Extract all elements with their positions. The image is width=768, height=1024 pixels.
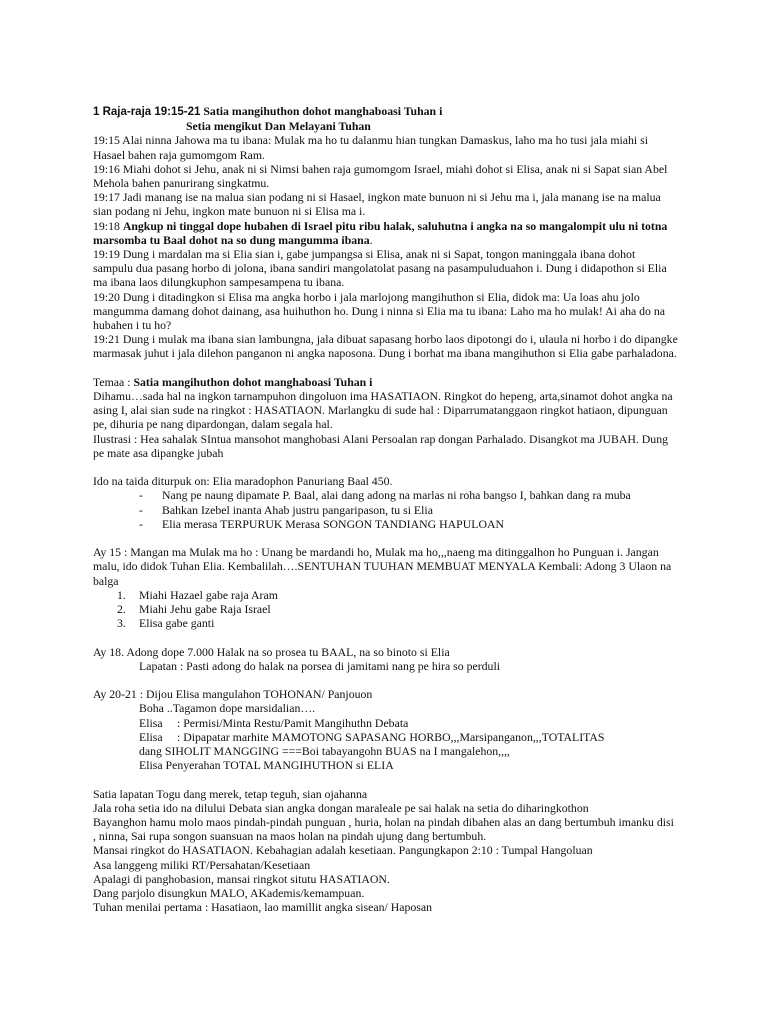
closing-line: Jala roha setia ido na dilului Debata sian angka dongan maraleale pe sai halak na setia do diharingkothon (93, 800, 589, 815)
verse-21: 19:21 Dung i mulak ma ibana sian lambungna, jala dibuat sapasang horbo laos dipotongi do i, ulaula ni horbo i do dipangke marmasak juhut i jala dilehon panganon ni angka naposona. Dung i borhat ma ibana mangihuthon si Elia gabe parhaladona. (93, 332, 678, 361)
spacer (93, 772, 678, 786)
number-marker: 2. (117, 602, 126, 617)
ay20-elisa-row-2 (93, 730, 678, 744)
spacer (93, 460, 678, 474)
document-body (93, 104, 678, 914)
document-subtitle: Setia mengikut Dan Melayani Tuhan (186, 119, 371, 134)
list-item (93, 488, 678, 502)
verse-18-number: 19:18 (93, 218, 120, 233)
list-item (93, 588, 678, 602)
elisa-text: : Permisi/Minta Restu/Pamit Mangihuthn Debata (177, 715, 409, 730)
dash-marker: - (139, 502, 143, 517)
ay20-line-5: Elisa Penyerahan TOTAL MANGIHUTHON si ELIA (139, 758, 394, 773)
ay15-paragraph: Ay 15 : Mangan ma Mulak ma ho : Unang be mardandi ho, Mulak ma ho,,,naeng ma ditinggalhon ho Punguan i. Jangan malu, ido didok Tuhan Elia. Kembalilah….SENTUHAN TUUHAN MEMBUAT MENYALA Kembali: Adong 3 Ulaon na balga (93, 545, 672, 588)
list-item (93, 503, 678, 517)
number-marker: 3. (117, 616, 126, 631)
spacer (93, 673, 678, 687)
verse-17: 19:17 Jadi manang ise na malua sian podang ni si Hasael, ingkon mate bunuon ni si Jehu ma i, jala manang ise na malua sian podang ni Jehu, ingkon mate bunuon ni si Elisa ma i. (93, 190, 661, 219)
theme-paragraph: Dihamu…sada hal na ingkon tarnampuhon dingoluon ima HASATIAON. Ringkot do hepeng, arta,sinamot dohot angka na asing I, alai sian sude na ringkot : HASATIAON. Marlangku di sude hal : Diparrumatanggaon ringkot hatiaon, dipunguan pe, dihuria pe nang dipardongan, dalam segala hal. (93, 389, 673, 432)
spacer (93, 630, 678, 644)
ay18-lapatan: Lapatan : Pasti adong do halak na porsea di jamitami nang pe hira so perduli (139, 658, 501, 673)
elia-points-list (93, 488, 678, 531)
list-item-text: Miahi Jehu gabe Raja Israel (139, 602, 271, 617)
closing-line: Tuhan menilai pertama : Hasatiaon, lao mamillit angka sisean/ Haposan (93, 900, 432, 915)
spacer (93, 361, 678, 375)
verse-20: 19:20 Dung i ditadingkon si Elisa ma angka horbo i jala marlojong mangihuthon si Elia, didok ma: Ua loas ahu jolo mangumma damang dohot dainang, asa huihuthon ho. Dung i ninna si Elia ma tu ibana: Laho ma ho mulak! Ai aha do na hubahen i tu ho? (93, 289, 666, 333)
ay18-paragraph: Ay 18. Adong dope 7.000 Halak na so prosea tu BAAL, na so binoto si Elia (93, 644, 450, 659)
theme-line (93, 375, 678, 389)
number-marker: 1. (117, 587, 126, 602)
closing-line: Mansai ringkot do HASATIAON. Kebahagian adalah kesetiaan. Pangungkapon 2:10 : Tumpal Hangoluan (93, 843, 593, 858)
closing-line: Asa langgeng miliki RT/Persahatan/Kesetiaan (93, 857, 311, 872)
list-item-text: Miahi Hazael gabe raja Aram (139, 587, 278, 602)
document-title (93, 104, 678, 119)
closing-line: Bayanghon hamu molo maos pindah-pindah punguan , huria, holan na pindah dibahen alas an dang bertumbuh imanku disi , ninna, Sai rupa songon suansuan na maos holan na pindah ujung dang bertumbuh. (93, 815, 674, 844)
list-item-text: Nang pe naung dipamate P. Baal, alai dang adong na marlas ni roha bangso I, bahkan dang ra muba (162, 488, 631, 503)
list-item (93, 602, 678, 616)
ay20-paragraph: Ay 20-21 : Dijou Elisa mangulahon TOHONAN/ Panjouon (93, 687, 373, 702)
list-item-text: Elia merasa TERPURUK Merasa SONGON TANDIANG HAPULOAN (162, 516, 504, 531)
ay15-task-list (93, 588, 678, 631)
list-item-text: Elisa gabe ganti (139, 616, 215, 631)
scripture-reference: 1 Raja-raja 19:15-21 (93, 106, 201, 118)
verse-19: 19:19 Dung i mardalan ma si Elia sian i, gabe jumpangsa si Elisa, anak ni si Sapat, tongon maninggala ibana dohot sampulu dua pasang horbo di jolona, ibana sandiri mangolatolat pasang na pasampuluduahon i. Dung i didapothon si Elia ma ibana laos dilungkuphon sampesampena tu ibana. (93, 247, 667, 290)
ay20-elisa-row-1 (93, 716, 678, 730)
verse-18 (93, 219, 678, 247)
elisa-text: : Dipapatar marhite MAMOTONG SAPASANG HORBO,,,Marsipanganon,,,TOTALITAS (177, 729, 605, 744)
dash-marker: - (139, 516, 143, 531)
ay20-line-1: Boha ..Tagamon dope marsidalian…. (139, 701, 316, 716)
closing-line: Satia lapatan Togu dang merek, tetap teguh, sian ojahanna (93, 786, 368, 801)
theme-label: Temaa : (93, 374, 131, 389)
verse-18-end: . (369, 232, 373, 247)
theme-title: Satia mangihuthon dohot manghaboasi Tuhan i (133, 374, 373, 389)
elisa-label: Elisa (139, 729, 163, 744)
list-item (93, 517, 678, 531)
verse-16: 19:16 Miahi dohot si Jehu, anak ni si Nimsi bahen raja gumomgom Israel, miahi dohot si Elisa, anak ni si Sapat sian Abel Mehola bahen panurirang singkatmu. (93, 161, 668, 191)
closing-line: Dang parjolo disungkun MALO, AKademis/kemampuan. (93, 886, 365, 901)
spacer (93, 531, 678, 545)
ay20-line-4: dang SIHOLIT MANGGING ===Boi tabayangohn BUAS na I mangalehon,,,, (139, 744, 510, 759)
illustration-paragraph: Ilustrasi : Hea sahalak SIntua mansohot manghobasi Alani Persoalan rap dongan Parhalado. Disangkot ma JUBAH. Dung pe mate asa dipangke jubah (93, 431, 668, 460)
verse-18-text: Angkup ni tinggal dope hubahen di Israel pitu ribu halak, saluhutna i angka na so mangalompit ulu ni totna marsomba tu Baal dohot na so dung mangumma ibana (93, 218, 668, 247)
elisa-label: Elisa (139, 715, 163, 730)
title-text: Satia mangihuthon dohot manghaboasi Tuhan i (203, 104, 443, 118)
list-item-text: Bahkan Izebel inanta Ahab justru pangaripason, tu si Elia (162, 502, 433, 517)
closing-line: Apalagi di panghobasion, mansai ringkot situtu HASATIAON. (93, 871, 390, 886)
elia-intro: Ido na taida diturpuk on: Elia maradophon Panuriang Baal 450. (93, 474, 393, 489)
dash-marker: - (139, 488, 143, 503)
list-item (93, 616, 678, 630)
verse-15: 19:15 Alai ninna Jahowa ma tu ibana: Mulak ma ho tu dalanmu hian tungkan Damaskus, laho ma ho tusi jala miahi si Hasael bahen raja gumomgom Ram. (93, 133, 649, 162)
